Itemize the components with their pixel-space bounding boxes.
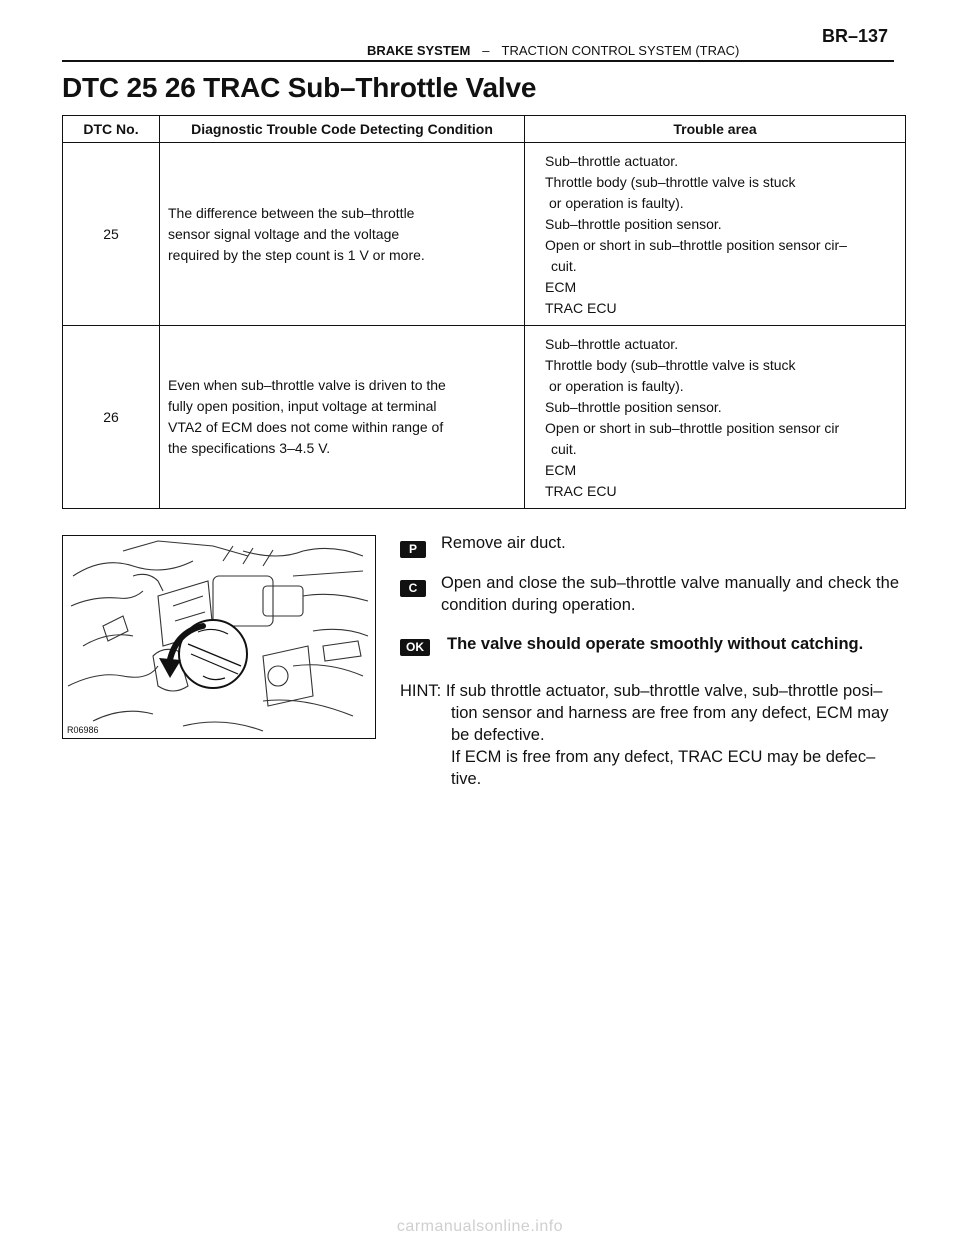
- trouble-area-line: ECM: [545, 462, 577, 478]
- hint-line: tion sensor and harness are free from any defect, ECM may: [451, 704, 889, 722]
- condition-line: sensor signal voltage and the voltage: [168, 225, 400, 242]
- condition-line: required by the step count is 1 V or more.: [168, 246, 425, 263]
- trouble-area-line: Sub–throttle actuator.: [545, 153, 679, 169]
- hint-line: If ECM is free from any defect, TRAC ECU may be defec–: [451, 748, 876, 766]
- header-breadcrumb: [367, 43, 739, 58]
- trouble-area-line: Open or short in sub–throttle position sensor cir: [545, 420, 840, 436]
- trouble-area-line: or operation is faulty).: [549, 195, 684, 211]
- step-p-text: Remove air duct.: [441, 534, 566, 552]
- header-section: BRAKE SYSTEM: [367, 43, 471, 58]
- condition-line: the specifications 3–4.5 V.: [168, 440, 331, 456]
- hint-line: be defective.: [451, 726, 545, 744]
- trouble-area-line: cuit.: [551, 258, 577, 274]
- trouble-area-line: Sub–throttle actuator.: [545, 336, 679, 352]
- hint-line: HINT: If sub throttle actuator, sub–throttle valve, sub–throttle posi–: [400, 682, 883, 700]
- header-separator: –: [482, 43, 490, 58]
- table-row: [63, 143, 906, 326]
- condition-line: Even when sub–throttle valve is driven to the: [168, 377, 446, 393]
- figure-label: R06986: [67, 725, 99, 735]
- table-row: [63, 326, 906, 509]
- p-badge-icon: P: [400, 541, 426, 558]
- engine-drawing: [63, 536, 375, 738]
- trouble-area-line: Open or short in sub–throttle position sensor cir–: [545, 237, 847, 253]
- watermark: carmanualsonline.info: [396, 1218, 564, 1235]
- step-ok-text: The valve should operate smoothly without catching.: [447, 635, 864, 653]
- dtc-table: [62, 115, 906, 509]
- trouble-area-line: ECM: [545, 279, 577, 295]
- detecting-condition: [160, 326, 525, 509]
- throttle-body-illustration: [62, 535, 376, 739]
- page-title: DTC 25 26 TRAC Sub–Throttle Valve: [62, 72, 537, 103]
- trouble-area-line: Throttle body (sub–throttle valve is stuck: [545, 357, 796, 373]
- trouble-area-line: TRAC ECU: [545, 300, 617, 316]
- ok-badge-icon: OK: [400, 639, 430, 656]
- column-header-trouble-area: Trouble area: [525, 116, 906, 143]
- header-subsection: TRACTION CONTROL SYSTEM (TRAC): [501, 43, 740, 58]
- detecting-condition: [160, 143, 525, 326]
- column-header-dtc-no: DTC No.: [63, 116, 160, 143]
- page-header: [62, 22, 894, 62]
- table-header-row: [63, 116, 906, 143]
- condition-line: The difference between the sub–throttle: [168, 204, 415, 221]
- trouble-area-line: TRAC ECU: [545, 483, 617, 499]
- condition-line: fully open position, input voltage at terminal: [168, 398, 437, 414]
- trouble-area-line: Sub–throttle position sensor.: [545, 216, 722, 232]
- hint-line: tive.: [451, 770, 482, 788]
- trouble-area-line: Throttle body (sub–throttle valve is stuck: [545, 174, 796, 190]
- header-rule: [62, 60, 894, 62]
- dtc-number: 25: [63, 143, 160, 326]
- trouble-area: [525, 326, 906, 509]
- condition-line: VTA2 of ECM does not come within range of: [168, 419, 444, 435]
- step-c-text: Open and close the sub–throttle valve manually and check the condition during operation.: [441, 574, 899, 614]
- trouble-area-line: Sub–throttle position sensor.: [545, 399, 722, 415]
- hint-note: [400, 680, 900, 790]
- trouble-area: [525, 143, 906, 326]
- page-number: BR–137: [821, 26, 888, 46]
- dtc-number: 26: [63, 326, 160, 509]
- trouble-area-line: or operation is faulty).: [549, 378, 684, 394]
- trouble-area-line: cuit.: [551, 441, 577, 457]
- c-badge-icon: C: [400, 580, 426, 597]
- column-header-condition: Diagnostic Trouble Code Detecting Condition: [160, 116, 525, 143]
